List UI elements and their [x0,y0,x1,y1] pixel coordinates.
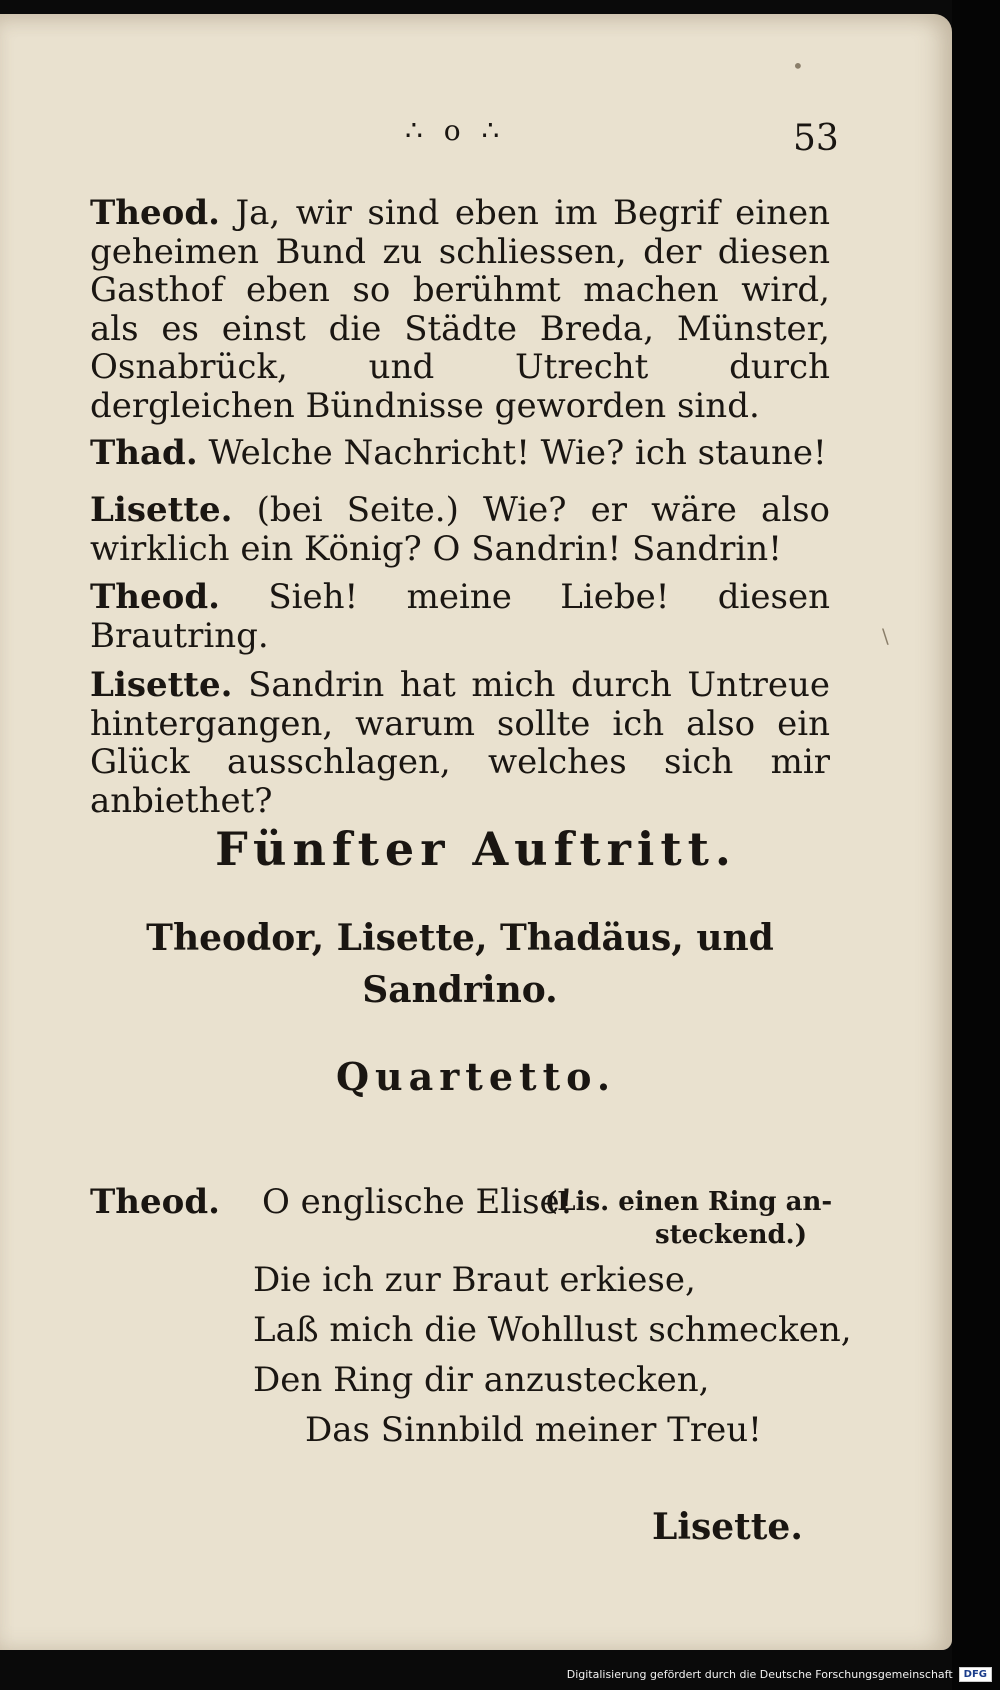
book-page [0,14,952,1650]
scan-border [952,0,1000,1690]
verse-line: Den Ring dir anzustecken, [253,1360,710,1400]
verse-line: Die ich zur Braut erkiese, [253,1260,696,1300]
paragraph-1 [90,194,830,425]
digitization-credit [567,1667,992,1682]
speech-text: (bei Seite.) Wie? er wäre also wirklich ein König? O Sandrin! Sandrin! [90,490,831,569]
speaker-label: Theod. [90,577,220,617]
header-ornament: ∴ o ∴ [405,114,506,147]
verse-first-line: O englische Elise! [262,1182,574,1222]
speaker-label: Theod. [90,193,220,233]
paragraph-2 [90,434,830,473]
speech-text: Ja, wir sind eben im Begrif einen geheimen Bund zu schliessen, der diesen Gasthof eben so berühmt machen wird, als es einst die Städte Breda, Münster, Osnabrück, und Utrecht durch dergleichen Bündnisse geworden sind. [90,193,830,426]
speaker-label: Lisette. [90,490,233,530]
scene-title: Fünfter Auftritt. [215,822,737,876]
speaker-label: Thad. [90,433,198,473]
speech-text: Sieh! meine Liebe! diesen Brautring. [90,577,831,656]
paragraph-4 [90,578,830,655]
verse-line: Das Sinnbild meiner Treu! [305,1410,762,1450]
paragraph-3 [90,491,830,568]
speech-text: Sandrin hat mich durch Untreue hintergangen, warum sollte ich also ein Glück ausschlagen, welches sich mir anbiethet? [90,665,831,821]
quartet-heading: Quartetto. [335,1054,617,1099]
page-number: 53 [793,118,839,159]
paper-speck: \ [882,624,889,648]
verse-line: Laß mich die Wohllust schmecken, [253,1310,852,1350]
speaker-label: Lisette. [90,665,233,705]
paper-speck: • [792,54,804,78]
scene-characters: Theodor, Lisette, Thadäus, und Sandrino. [146,917,774,1011]
stage-direction-cont: steckend.) [655,1220,808,1250]
stage-direction: (Lis. einen Ring an- [545,1187,833,1217]
paragraph-5 [90,666,830,820]
credit-text: Digitalisierung gefördert durch die Deutsche Forschungsgemeinschaft [566,1668,953,1681]
next-speaker-cue: Lisette. [652,1506,803,1548]
dfg-logo[interactable]: DFG [959,1667,992,1682]
speech-text: Welche Nachricht! Wie? ich staune! [208,433,827,473]
verse-speaker: Theod. [90,1182,220,1222]
